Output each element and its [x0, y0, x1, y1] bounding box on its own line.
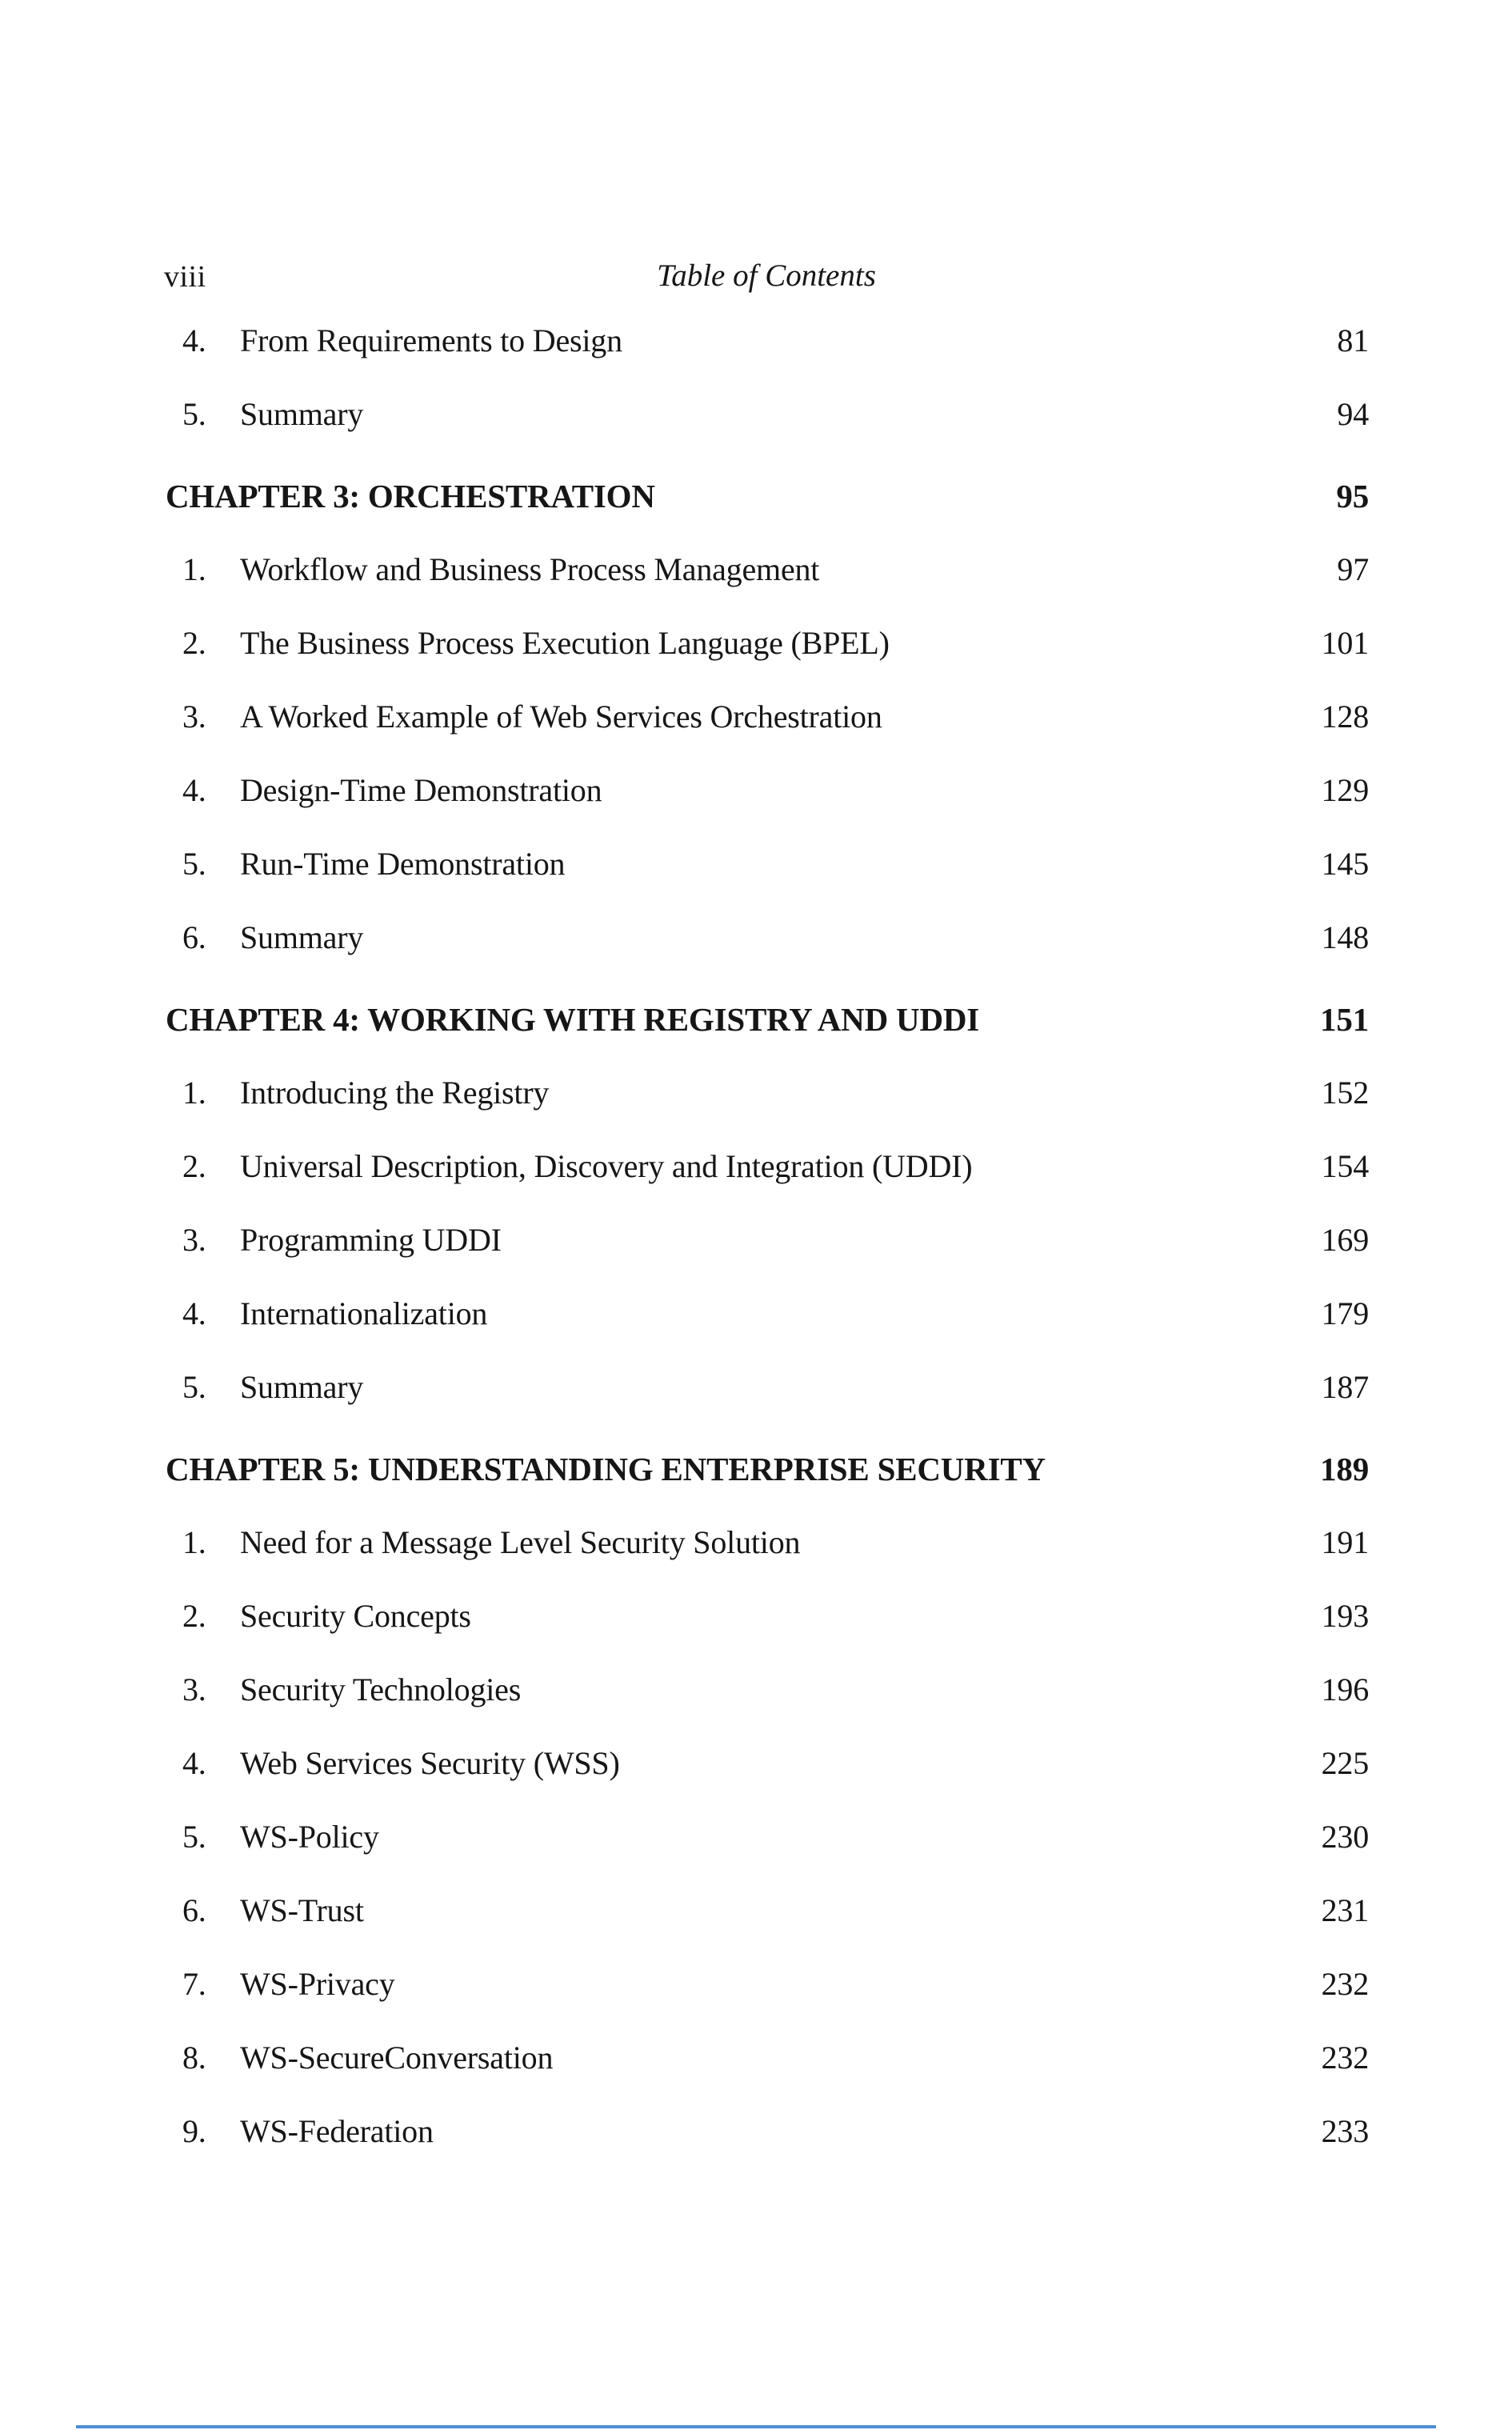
entry-title: WS-Policy — [240, 1819, 379, 1855]
entry-title: Run-Time Demonstration — [240, 846, 566, 882]
entry-page-number: 145 — [1321, 846, 1369, 882]
entry-page-number: 97 — [1337, 551, 1369, 587]
toc-list — [166, 322, 1369, 2186]
entry-number: 5. — [182, 396, 206, 432]
entry-title: WS-Federation — [240, 2113, 434, 2149]
toc-entry — [166, 1368, 1369, 1442]
entry-title: Summary — [240, 396, 364, 432]
entry-number: 2. — [182, 1598, 206, 1634]
toc-entry — [166, 322, 1369, 395]
entry-number: 4. — [182, 1295, 206, 1331]
entry-title: Summary — [240, 1369, 364, 1405]
entry-number: 1. — [182, 1524, 206, 1560]
entry-page-number: 128 — [1321, 699, 1369, 735]
footer-rule — [76, 2425, 1436, 2428]
entry-page-number: 225 — [1321, 1745, 1369, 1781]
entry-title: Programming UDDI — [240, 1222, 502, 1258]
page-folio: viii — [164, 260, 206, 294]
entry-number: 2. — [182, 1148, 206, 1184]
toc-entry — [166, 2039, 1369, 2112]
entry-page-number: 232 — [1321, 1966, 1369, 2002]
entry-number: 7. — [182, 1966, 206, 2002]
entry-number: 9. — [182, 2113, 206, 2149]
entry-number: 8. — [182, 2040, 206, 2076]
entry-title: Internationalization — [240, 1295, 488, 1331]
toc-entry — [166, 1671, 1369, 1744]
toc-entry — [166, 1744, 1369, 1818]
toc-entry — [166, 1147, 1369, 1221]
entry-page-number: 154 — [1321, 1148, 1369, 1184]
entry-title: Workflow and Business Process Management — [240, 551, 820, 587]
entry-page-number: 152 — [1321, 1075, 1369, 1111]
toc-entry — [166, 1295, 1369, 1368]
entry-title: Security Concepts — [240, 1598, 471, 1634]
toc-entry — [166, 771, 1369, 845]
entry-page-number: 196 — [1321, 1671, 1369, 1707]
entry-page-number: 191 — [1321, 1524, 1369, 1560]
entry-number: 1. — [182, 1075, 206, 1111]
entry-page-number: 232 — [1321, 2040, 1369, 2076]
entry-page-number: 233 — [1321, 2113, 1369, 2149]
entry-page-number: 81 — [1337, 322, 1369, 358]
toc-entry — [166, 1074, 1369, 1147]
entry-page-number: 169 — [1321, 1222, 1369, 1258]
entry-page-number: 94 — [1337, 396, 1369, 432]
entry-number: 5. — [182, 1369, 206, 1405]
toc-entry — [166, 2112, 1369, 2186]
running-head — [164, 258, 1369, 298]
entry-number: 4. — [182, 322, 206, 358]
toc-chapter-entry — [166, 477, 1369, 550]
toc-entry — [166, 1597, 1369, 1671]
entry-number: 3. — [182, 1222, 206, 1258]
toc-entry — [166, 1892, 1369, 1965]
toc-entry — [166, 395, 1369, 469]
toc-entry — [166, 1965, 1369, 2039]
entry-title: Need for a Message Level Security Solution — [240, 1524, 801, 1560]
entry-number: 2. — [182, 625, 206, 661]
entry-number: 5. — [182, 1819, 206, 1855]
toc-entry — [166, 1523, 1369, 1597]
entry-number: 1. — [182, 551, 206, 587]
entry-page-number: 230 — [1321, 1819, 1369, 1855]
entry-page-number: 231 — [1321, 1892, 1369, 1928]
entry-title: Web Services Security (WSS) — [240, 1745, 620, 1781]
entry-number: 4. — [182, 1745, 206, 1781]
entry-number: 6. — [182, 919, 206, 955]
toc-entry — [166, 550, 1369, 624]
toc-entry — [166, 698, 1369, 771]
toc-entry — [166, 845, 1369, 919]
entry-title: Security Technologies — [240, 1671, 522, 1707]
entry-number: 3. — [182, 1671, 206, 1707]
chapter-page-number: 151 — [1320, 1001, 1369, 1038]
entry-title: Summary — [240, 919, 364, 955]
entry-title: Universal Description, Discovery and Integration (UDDI) — [240, 1148, 973, 1184]
entry-title: A Worked Example of Web Services Orchestration — [240, 699, 882, 735]
entry-page-number: 148 — [1321, 919, 1369, 955]
chapter-title: CHAPTER 3: ORCHESTRATION — [166, 478, 655, 514]
entry-number: 6. — [182, 1892, 206, 1928]
entry-title: WS-SecureConversation — [240, 2040, 554, 2076]
entry-page-number: 129 — [1321, 772, 1369, 808]
toc-entry — [166, 624, 1369, 698]
toc-entry — [166, 1818, 1369, 1892]
entry-page-number: 179 — [1321, 1295, 1369, 1331]
toc-entry — [166, 1221, 1369, 1295]
chapter-page-number: 95 — [1336, 478, 1369, 514]
entry-title: WS-Privacy — [240, 1966, 395, 2002]
entry-title: Design-Time Demonstration — [240, 772, 602, 808]
entry-page-number: 101 — [1321, 625, 1369, 661]
chapter-title: CHAPTER 4: WORKING WITH REGISTRY AND UDDI — [166, 1001, 980, 1038]
toc-chapter-entry — [166, 1000, 1369, 1074]
running-head-title: Table of Contents — [657, 258, 876, 293]
entry-number: 5. — [182, 846, 206, 882]
entry-title: Introducing the Registry — [240, 1075, 550, 1111]
chapter-title: CHAPTER 5: UNDERSTANDING ENTERPRISE SECURITY — [166, 1451, 1046, 1487]
entry-page-number: 193 — [1321, 1598, 1369, 1634]
entry-title: The Business Process Execution Language (BPEL) — [240, 625, 890, 661]
toc-chapter-entry — [166, 1450, 1369, 1523]
toc-entry — [166, 919, 1369, 992]
entry-title: From Requirements to Design — [240, 322, 622, 358]
entry-page-number: 187 — [1321, 1369, 1369, 1405]
chapter-page-number: 189 — [1320, 1451, 1369, 1487]
entry-number: 4. — [182, 772, 206, 808]
entry-title: WS-Trust — [240, 1892, 364, 1928]
entry-number: 3. — [182, 699, 206, 735]
